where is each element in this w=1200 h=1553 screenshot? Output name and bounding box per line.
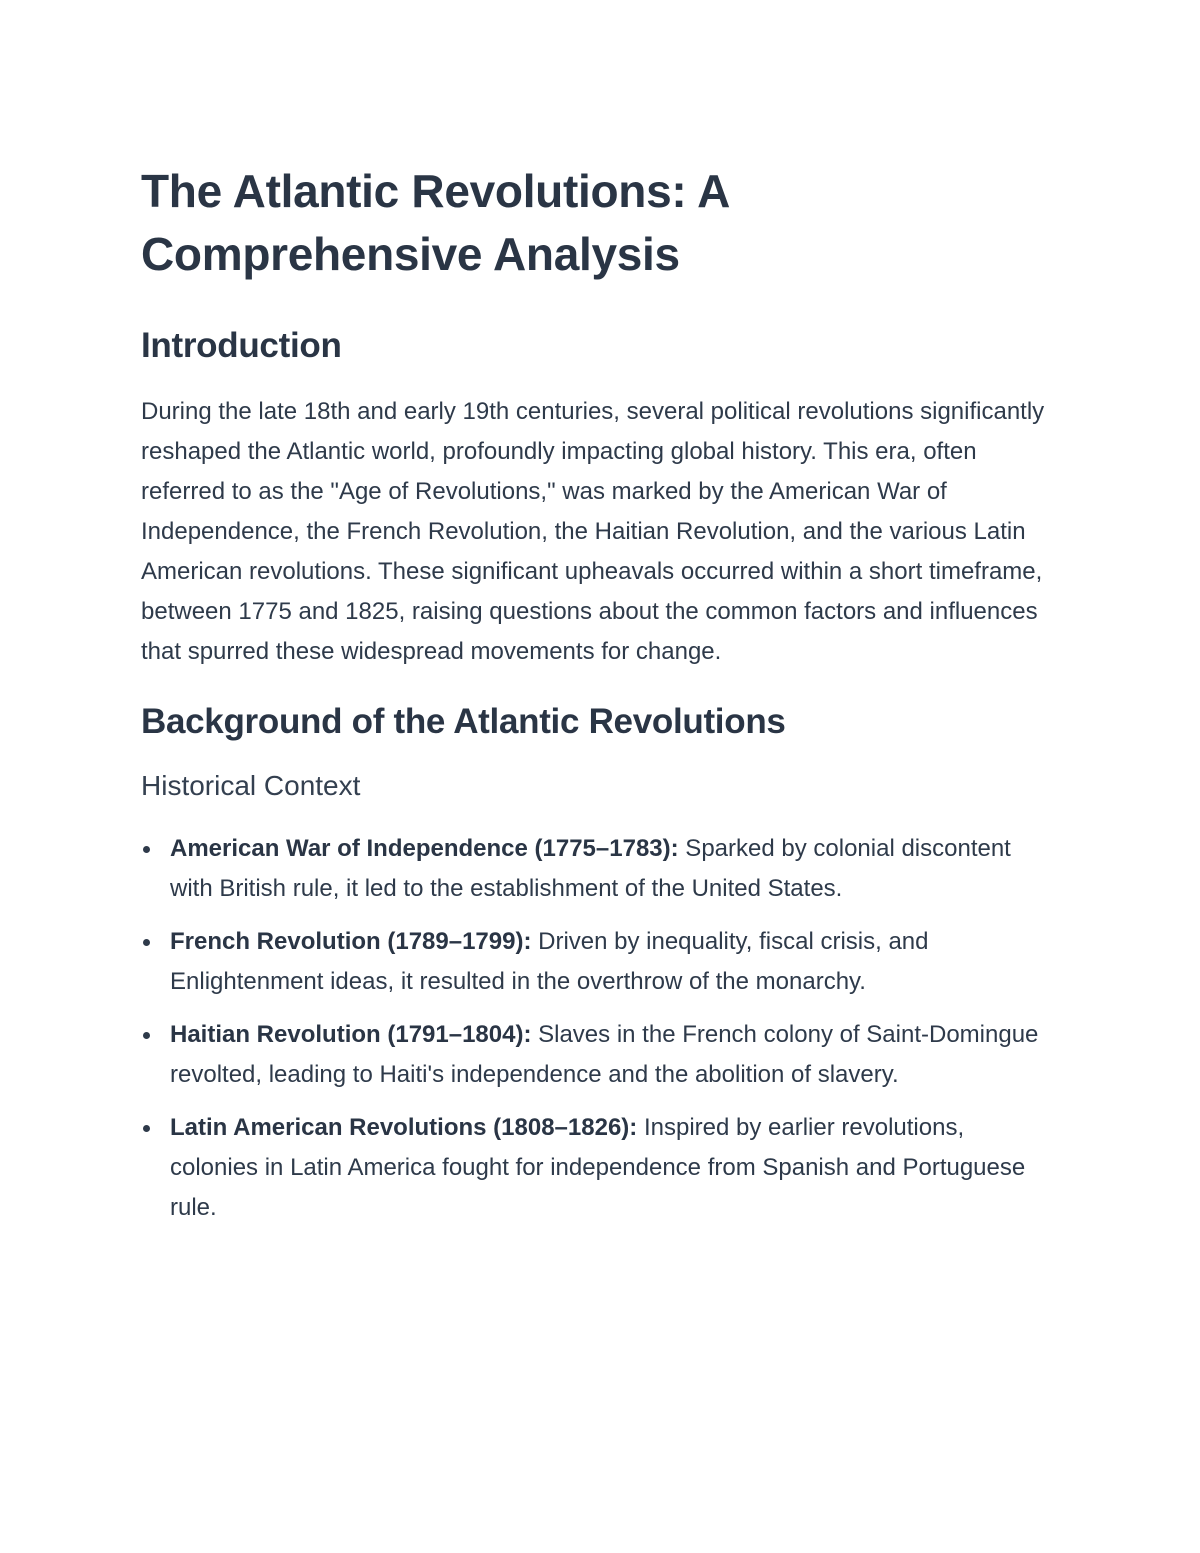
bullet-icon bbox=[143, 939, 150, 946]
list-item-term: Haitian Revolution (1791–1804): bbox=[170, 1021, 532, 1048]
list-item-text: Driven by inequality, fiscal crisis, and Enlightenment ideas, it resulted in the overthrow of the monarchy. bbox=[170, 928, 929, 995]
list-item bbox=[141, 1108, 1050, 1228]
list-item-text: Slaves in the French colony of Saint-Domingue revolted, leading to Haiti's independence and the abolition of slavery. bbox=[170, 1021, 1039, 1088]
list-item bbox=[141, 829, 1050, 909]
document-page bbox=[141, 160, 1061, 1241]
historical-context-subheading: Historical Context bbox=[141, 770, 361, 801]
list-item-text: Sparked by colonial discontent with British rule, it led to the establishment of the United States. bbox=[170, 835, 1011, 902]
bullet-icon bbox=[143, 1032, 150, 1039]
revolutions-list bbox=[141, 829, 1061, 1228]
list-item-term: French Revolution (1789–1799): bbox=[170, 928, 532, 955]
document-title: The Atlantic Revolutions: A Comprehensive Analysis bbox=[141, 165, 729, 280]
list-item-term: American War of Independence (1775–1783): bbox=[170, 835, 679, 862]
list-item bbox=[141, 1015, 1050, 1095]
bullet-icon bbox=[143, 846, 150, 853]
background-heading: Background of the Atlantic Revolutions bbox=[141, 702, 786, 741]
bullet-icon bbox=[143, 1125, 150, 1132]
introduction-heading: Introduction bbox=[141, 326, 342, 365]
introduction-paragraph: During the late 18th and early 19th centuries, several political revolutions significantly reshaped the Atlantic world, profoundly impacting global history. This era, often referred to as the "Age of Revolutions," was marked by the American War of Independence, the French Revolution, the Haitian Revolution, and the various Latin American revolutions. These significant upheavals occurred within a short timeframe, between 1775 and 1825, raising questions about the common factors and influences that spurred these widespread movements for change. bbox=[141, 398, 1045, 665]
list-item bbox=[141, 922, 1050, 1002]
list-item-text: Inspired by earlier revolutions, colonies in Latin America fought for independence from Spanish and Portuguese rule. bbox=[170, 1114, 1026, 1221]
list-item-term: Latin American Revolutions (1808–1826): bbox=[170, 1114, 638, 1141]
